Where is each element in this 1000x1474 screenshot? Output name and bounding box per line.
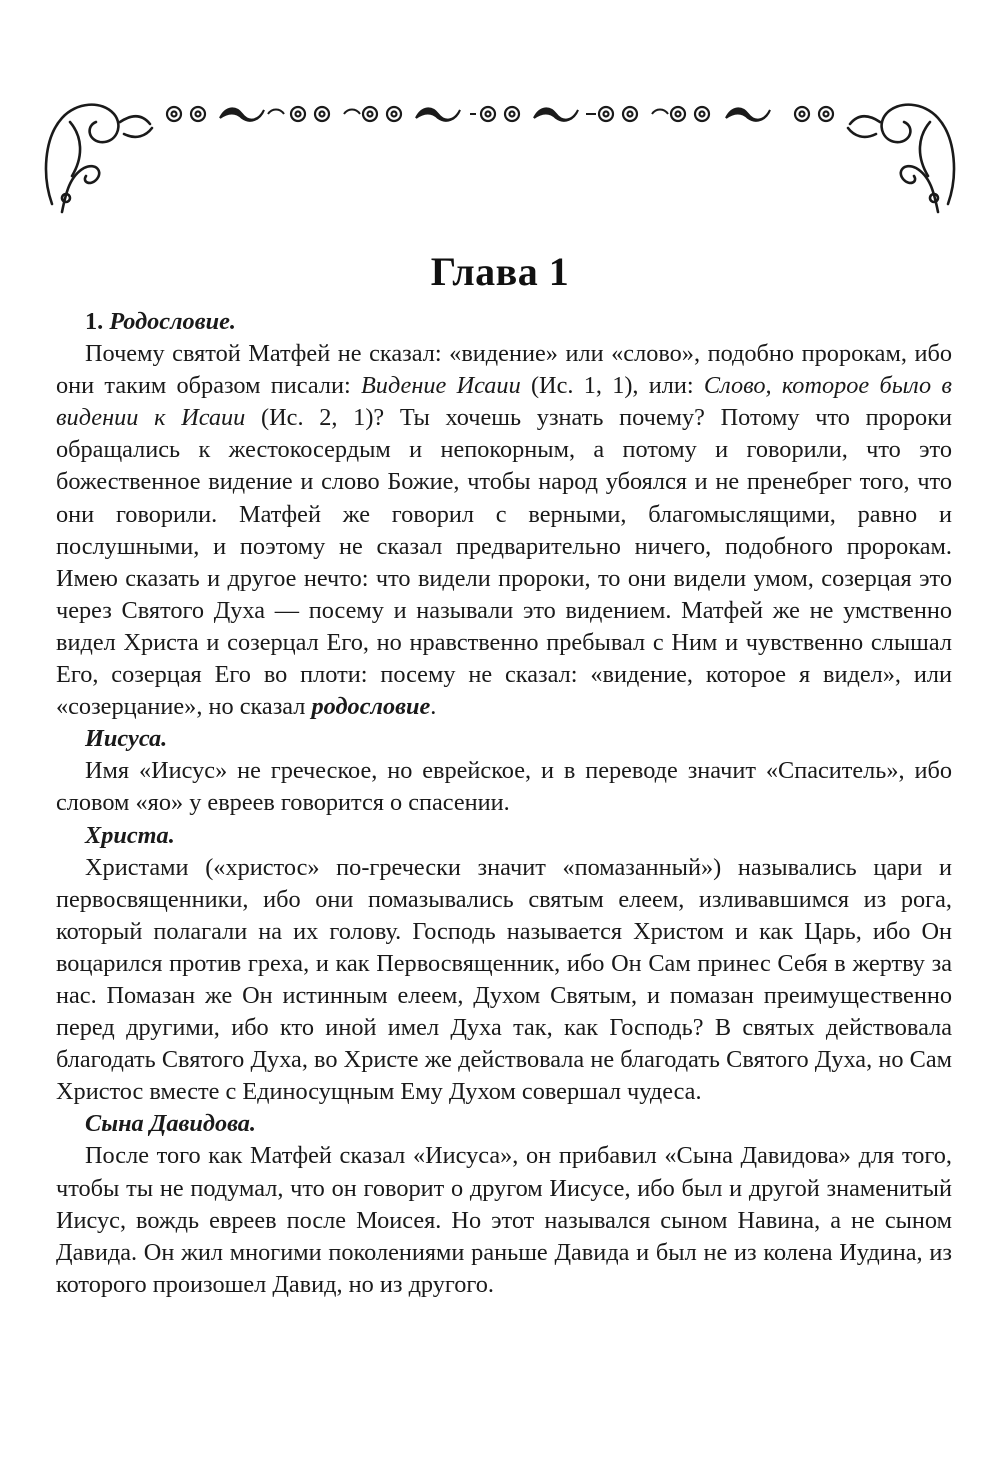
scroll-ornament-border-icon xyxy=(40,92,960,217)
chapter-title: Глава 1 xyxy=(430,249,570,294)
paragraph xyxy=(56,852,952,1109)
text-run: (Ис. 1, 1), или: xyxy=(520,372,704,400)
text-run: Христами («христос» по-гречески значит «помазанный») назывались цари и первосвященники, ибо они помазывались святым елеем, изливавшимся из рога, который полагали на их голову. Господь называется Христом и как Царь, ибо Он воцарился против греха, и как Первосвященник, ибо Он Сам принес Себя в жертву за нас. Помазан же Он истинным елеем, Духом Святым, и помазан преимущественно перед другими, ибо кто иной имел Духа так, как Господь? В святых действовала благодать Святого Духа, во Христе же действовала не благодать Святого Духа, но Сам Христос вместе с Единосущным Ему Духом совершал чудеса. xyxy=(56,853,952,1106)
section-heading-text: Сына Давидова. xyxy=(85,1110,257,1138)
text-run: После того как Матфей сказал «Иисуса», он прибавил «Сына Давидова» для того, чтобы ты не подумал, что он говорит о другом Иисусе, ибо был и другой знаменитый Иисус, вождь евреев после Моисея. Но этот назывался сыном Навина, а не сыном Давида. Он жил многими поколениями раньше Давида и был не из колена Иудина, из которого произошел Давид, но из другого. xyxy=(56,1142,952,1298)
section-number: 1. xyxy=(85,308,104,335)
text-run: Имя «Иисус» не греческое, но еврейское, и в переводе значит «Спаситель», ибо словом «яо» у евреев говорится о спасении. xyxy=(56,757,952,817)
paragraph xyxy=(56,338,952,723)
paragraph xyxy=(56,755,952,819)
section-heading xyxy=(56,723,952,755)
emphasized-word: родословие xyxy=(311,693,431,721)
section-heading-text: Родословие. xyxy=(109,308,236,335)
text-run: Почему святой Матфей не сказал: «видение» или «слово», подобно пророкам, ибо они таким образом писали: xyxy=(56,340,952,400)
text-run: . xyxy=(430,693,437,721)
text-run: (Ис. 2, 1)? Ты хочешь узнать почему? Потому что пророки обращались к жестокосердым и непокорным, а потому и говорили, что это божественное видение и слово Божие, чтобы народ убоялся и не пренебрег того, что они говорили. Матфей же говорил с верными, благомыслящими, равно и послушными, и поэтому не сказал предварительно ничего, подобного пророкам. Имею сказать и другое нечто: что видели пророки, то они видели умом, созерцая это через Святого Духа — посему и называли это видением. Матфей же не умственно видел Христа и созерцал Его, но нравственно пребывал с Ним и чувственно слышал Его, созерцая Его во плоти: посему не сказал: «видение, которое я видел», или «созерцание», но сказал xyxy=(56,404,952,721)
section-heading xyxy=(56,1108,952,1140)
section-heading-text: Иисуса. xyxy=(85,725,168,753)
chapter-text xyxy=(56,306,952,1301)
scripture-quote: Видение Исаии xyxy=(360,372,521,400)
section-heading xyxy=(56,820,952,852)
section-heading xyxy=(56,306,952,338)
section-heading-text: Христа. xyxy=(85,821,175,849)
paragraph xyxy=(56,1140,952,1300)
scripture-quote: Слово, которое было в видении к Исаии xyxy=(56,372,952,432)
